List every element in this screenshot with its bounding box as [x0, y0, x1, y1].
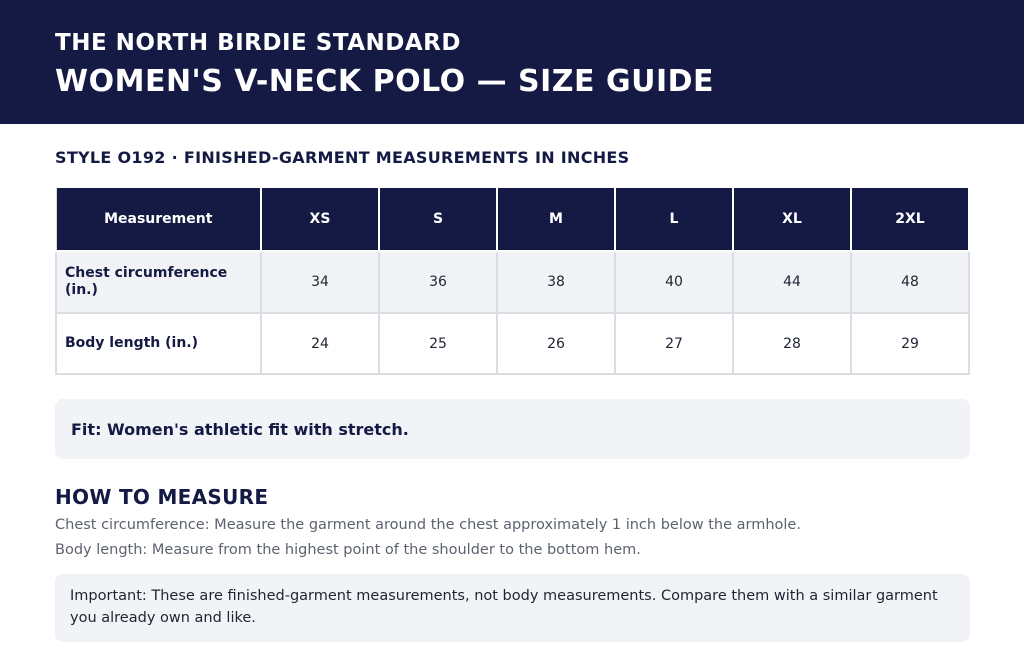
size-header-xl: XL [733, 187, 851, 251]
main-content [0, 148, 1024, 642]
table-cell: 25 [379, 313, 497, 374]
size-header-s: S [379, 187, 497, 251]
length-instruction: Body length: Measure from the highest point of the shoulder to the bottom hem. [55, 542, 641, 558]
important-note: Important: These are finished-garment measurements, not body measurements. Compare them with a similar garment you already own and like. [55, 574, 970, 642]
table-cell: 27 [615, 313, 733, 374]
how-to-measure-heading: HOW TO MEASURE [55, 485, 269, 509]
chest-instruction: Chest circumference: Measure the garment around the chest approximately 1 inch below the armhole. [55, 517, 801, 533]
table-cell: 24 [261, 313, 379, 374]
table-cell: 34 [261, 251, 379, 313]
table-cell: 26 [497, 313, 615, 374]
table-cell: 38 [497, 251, 615, 313]
table-cell: 36 [379, 251, 497, 313]
table-row [56, 313, 969, 374]
size-table [55, 186, 970, 375]
size-header-l: L [615, 187, 733, 251]
size-header-2xl: 2XL [851, 187, 969, 251]
style-subtitle: STYLE O192 · FINISHED-GARMENT MEASUREMENTS IN INCHES [55, 148, 630, 167]
row-label-chest: Chest circumference (in.) [56, 251, 261, 313]
fit-callout: Fit: Women's athletic fit with stretch. [55, 399, 970, 459]
table-row [56, 251, 969, 313]
size-header-xs: XS [261, 187, 379, 251]
brand-name: THE NORTH BIRDIE STANDARD [55, 30, 461, 56]
table-cell: 48 [851, 251, 969, 313]
table-cell: 44 [733, 251, 851, 313]
size-header-row [56, 187, 969, 251]
row-label-body-length: Body length (in.) [56, 313, 261, 374]
size-header-m: M [497, 187, 615, 251]
measurement-column-header: Measurement [56, 187, 261, 251]
header-banner [0, 0, 1024, 124]
table-cell: 40 [615, 251, 733, 313]
page-title: WOMEN'S V-NECK POLO — SIZE GUIDE [55, 64, 715, 99]
table-cell: 29 [851, 313, 969, 374]
table-cell: 28 [733, 313, 851, 374]
